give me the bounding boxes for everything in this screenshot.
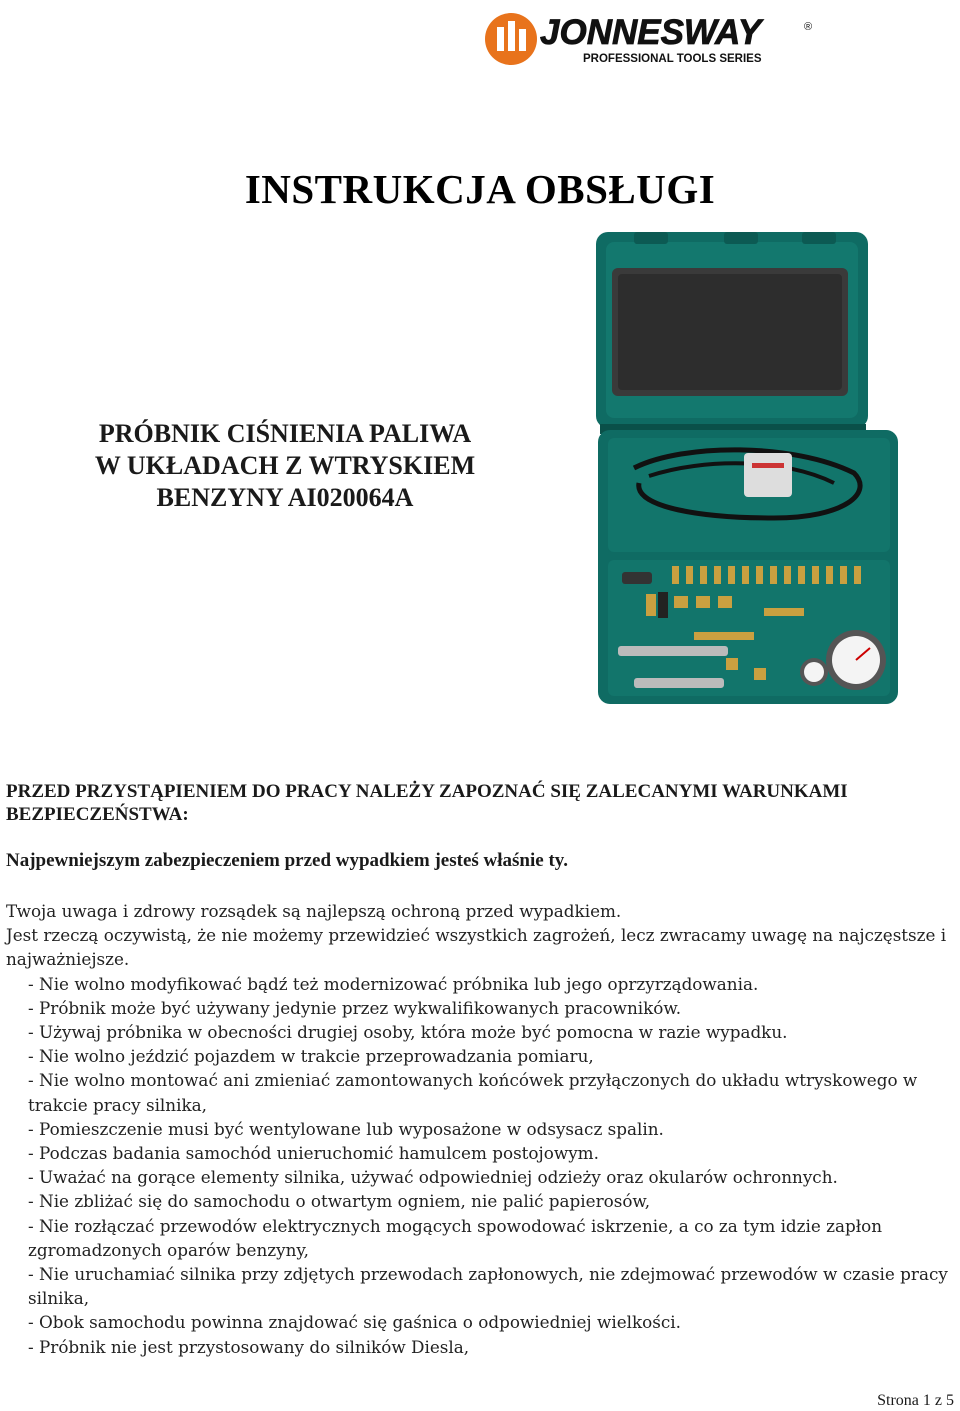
- safety-body: [6, 899, 951, 1359]
- safety-rule: - Próbnik nie jest przystosowany do silników Diesla,: [28, 1336, 470, 1357]
- safety-rule: - Obok samochodu powinna znajdować się gaśnica o odpowiedniej wielkości.: [28, 1312, 681, 1333]
- safety-rule: - Nie rozłączać przewodów elektrycznych mogących spowodować iskrzenie, a co za tym idzie zapłon zgromadzonych oparów benzyny,: [28, 1215, 883, 1260]
- safety-rule: - Nie wolno modyfikować bądź też modernizować próbnika lub jego oprzyrządowania.: [28, 973, 759, 994]
- safety-rule: - Podczas badania samochód unieruchomić hamulcem postojowym.: [28, 1143, 599, 1164]
- logo-tagline: PROFESSIONAL TOOLS SERIES: [583, 53, 762, 65]
- product-name-line: W UKŁADACH Z WTRYSKIEM: [94, 451, 476, 480]
- safety-rule: - Nie wolno montować ani zmieniać zamontowanych końcówek przyłączonych do układu wtryskowego w trakcie pracy silnika,: [28, 1070, 918, 1115]
- product-name-line: PRÓBNIK CIŚNIENIA PALIWA: [98, 419, 472, 448]
- safety-rule: - Nie uruchamiać silnika przy zdjętych przewodach zapłonowych, nie zdejmować przewodów w czasie pracy silnika,: [28, 1264, 948, 1309]
- safety-rule: - Nie zbliżać się do samochodu o otwartym ogniem, nie palić papierosów,: [28, 1191, 651, 1212]
- document-title: INSTRUKCJA OBSŁUGI: [244, 166, 716, 212]
- svg-text:®: ®: [804, 21, 813, 33]
- page-number: Strona 1 z 5: [877, 1392, 954, 1409]
- product-name: [40, 418, 530, 514]
- safety-rule: - Próbnik może być używany jedynie przez wykwalifikowanych pracowników.: [28, 997, 682, 1018]
- safety-heading: PRZED PRZYSTĄPIENIEM DO PRACY NALEŻY ZAPOZNAĆ SIĘ ZALECANYMI WARUNKAMI BEZPIECZEŃSTWA:: [6, 781, 848, 825]
- brand-logo: [482, 8, 822, 70]
- product-name-line: BENZYNY AI020064A: [156, 483, 414, 512]
- safety-rule: - Uważać na gorące elementy silnika, używać odpowiedniej odzieży oraz okularów ochronnych.: [28, 1167, 838, 1188]
- safety-rules-list: [6, 972, 951, 1359]
- safety-paragraph: Twoja uwaga i zdrowy rozsądek są najlepszą ochroną przed wypadkiem.: [6, 901, 622, 921]
- logo-wordmark: JONNESWAY: [540, 13, 762, 52]
- safety-rule: - Nie wolno jeździć pojazdem w trakcie przeprowadzania pomiaru,: [28, 1046, 594, 1067]
- safety-rule: - Używaj próbnika w obecności drugiej osoby, która może być pomocna w razie wypadku.: [28, 1022, 788, 1043]
- product-photo: [594, 228, 904, 708]
- safety-intro: Najpewniejszym zabezpieczeniem przed wypadkiem jesteś właśnie ty.: [6, 850, 568, 871]
- safety-rule: - Pomieszczenie musi być wentylowane lub wyposażone w odsysacz spalin.: [28, 1118, 664, 1139]
- safety-paragraph: Jest rzeczą oczywistą, że nie możemy przewidzieć wszystkich zagrożeń, lecz zwracamy uwagę na najczęstsze i najważniejsze.: [6, 925, 947, 970]
